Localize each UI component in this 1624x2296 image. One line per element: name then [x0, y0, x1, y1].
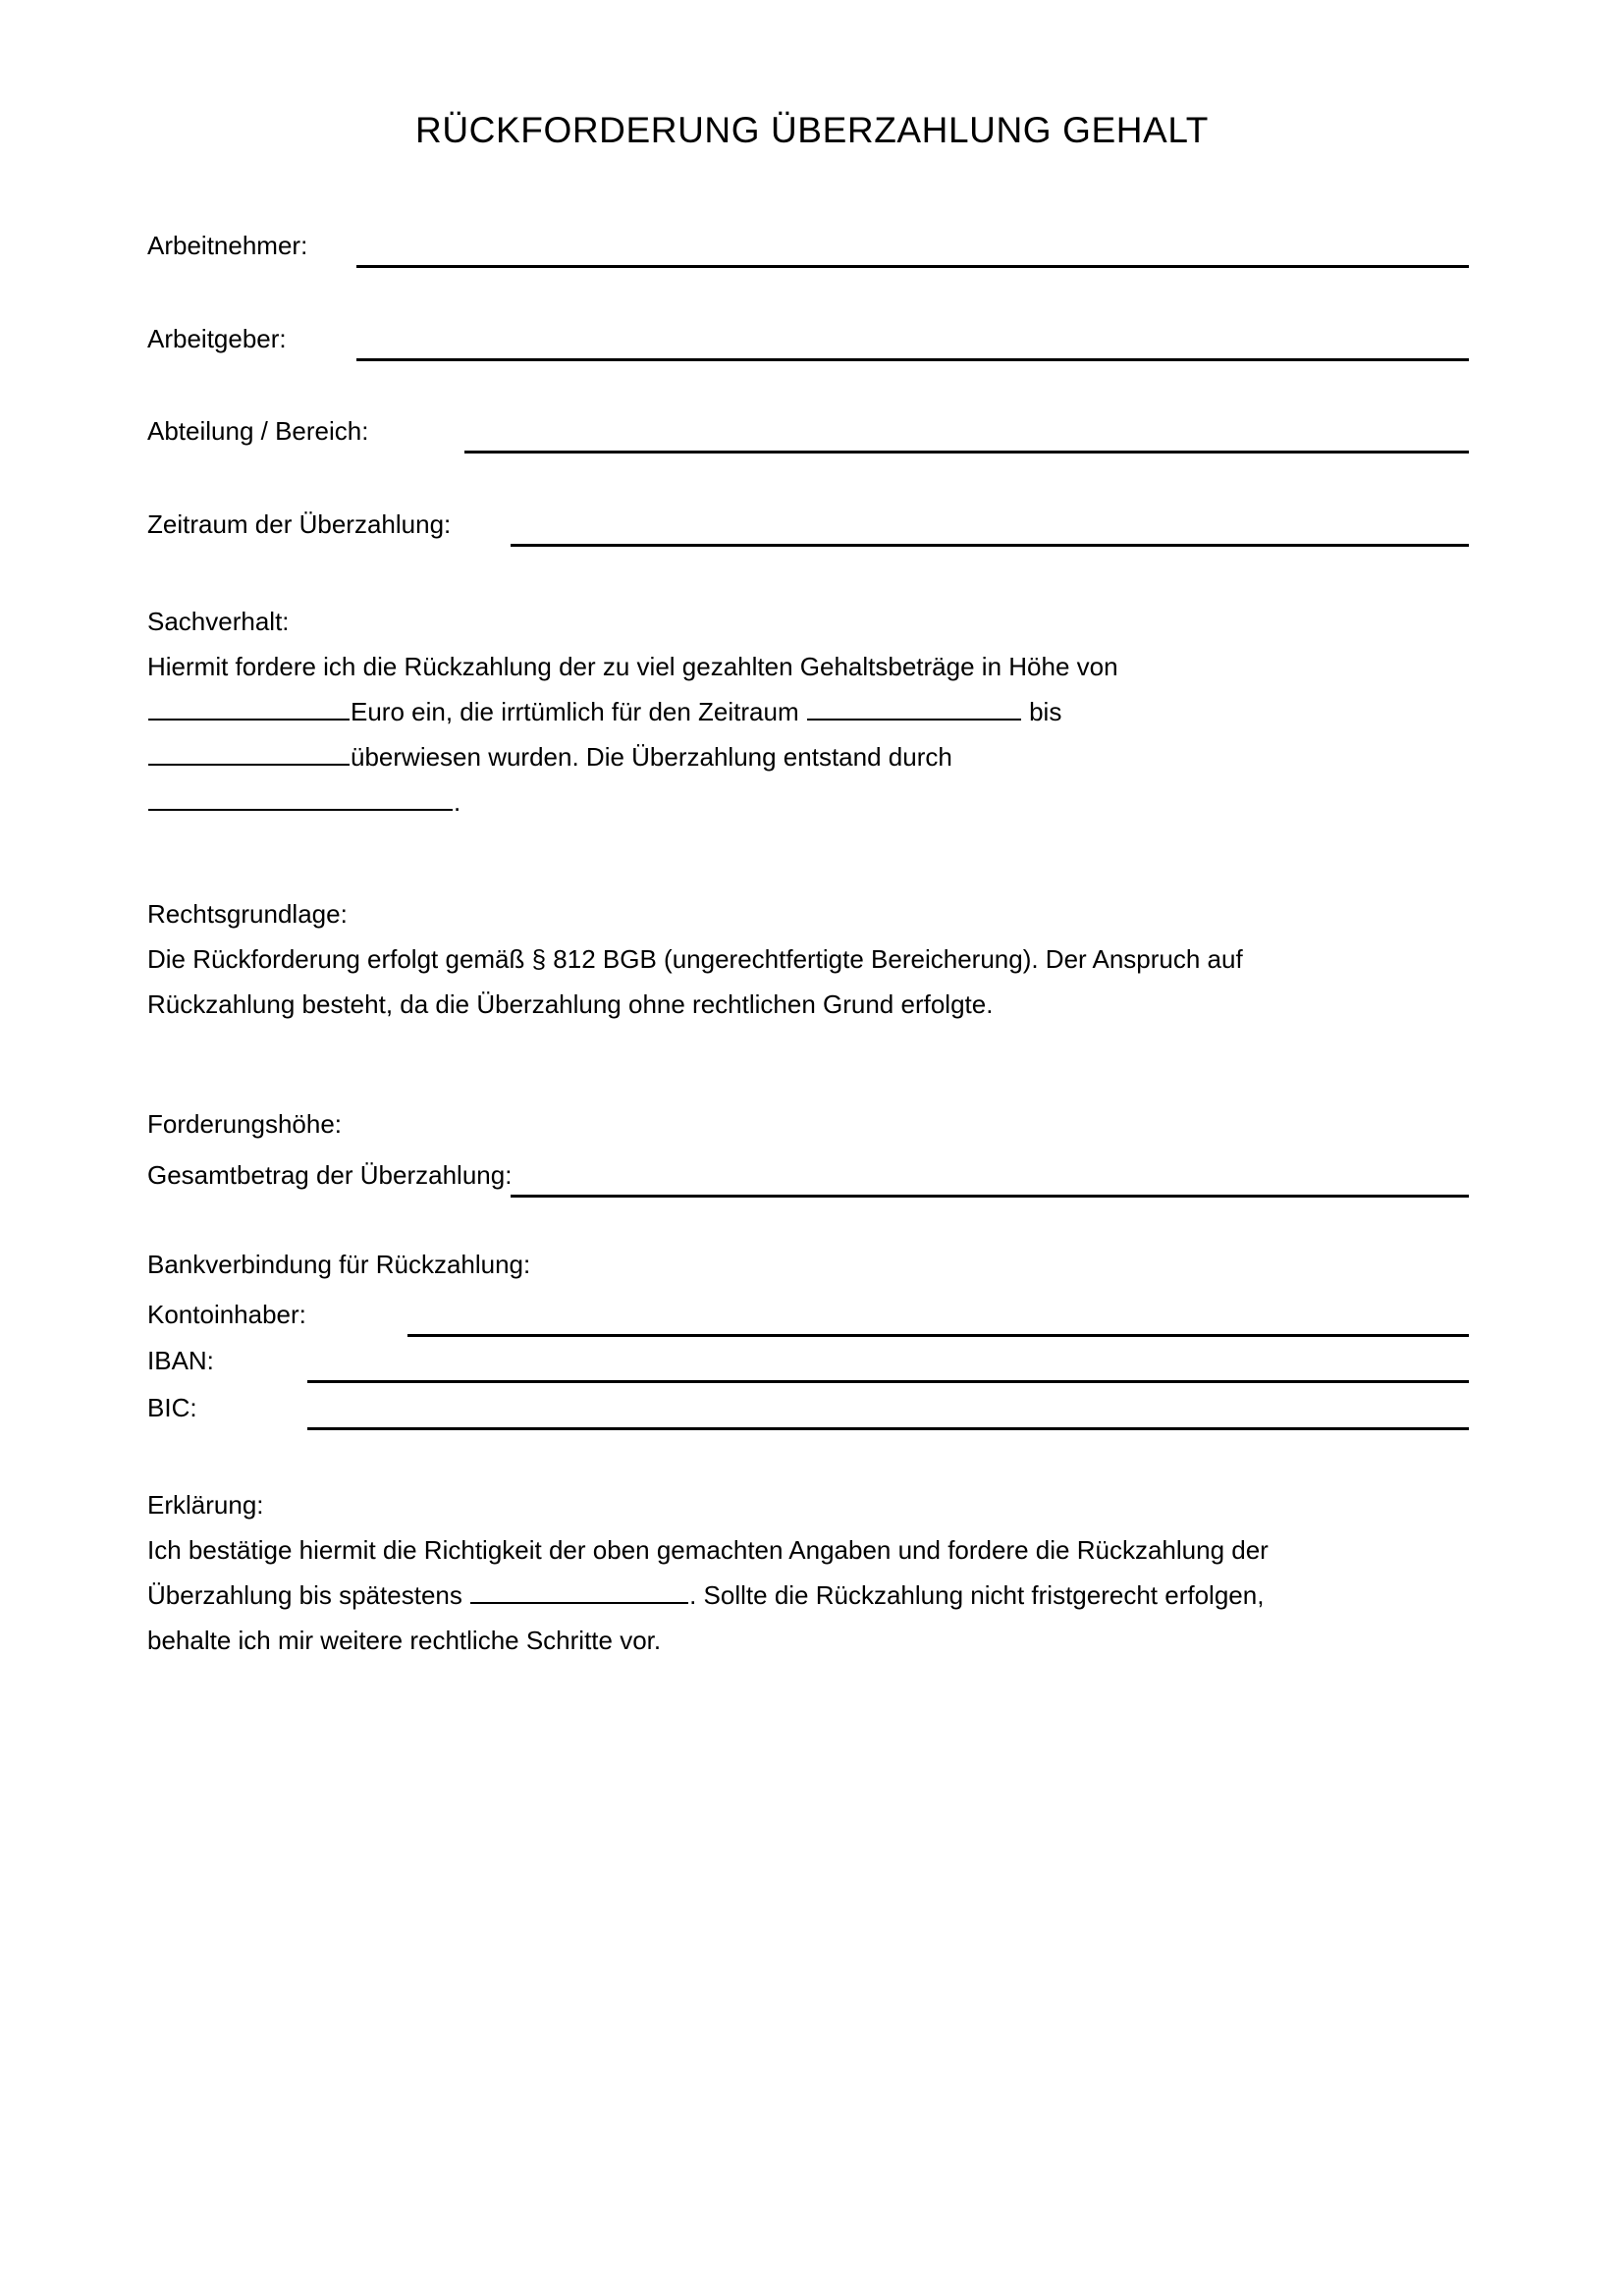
- rechtsgrundlage-heading: Rechtsgrundlage:: [147, 899, 348, 929]
- field-row-arbeitnehmer: [147, 229, 1483, 268]
- sachverhalt-heading: Sachverhalt:: [147, 607, 290, 636]
- field-row-gesamtbetrag: [147, 1158, 1483, 1198]
- sachverhalt-line-2-mid: Euro ein, die irrtümlich für den Zeitraum: [351, 697, 799, 726]
- section-bankverbindung: [147, 1242, 1453, 1287]
- zeitraum-input-line[interactable]: [511, 544, 1469, 547]
- section-sachverhalt: [147, 599, 1453, 825]
- arbeitnehmer-label: Arbeitnehmer:: [147, 231, 308, 260]
- iban-label: IBAN:: [147, 1346, 214, 1375]
- sachverhalt-line-4-end: .: [454, 787, 461, 817]
- sachverhalt-line-2-end: bis: [1029, 697, 1062, 726]
- section-forderungshoehe: [147, 1101, 1453, 1147]
- sachverhalt-line-4: [147, 779, 1453, 825]
- field-row-arbeitgeber: [147, 322, 1483, 361]
- bankverbindung-heading: Bankverbindung für Rückzahlung:: [147, 1250, 531, 1279]
- field-row-bic: [147, 1391, 1483, 1430]
- section-erklaerung: [147, 1482, 1492, 1663]
- erklaerung-line-2: [147, 1573, 1492, 1618]
- erklaerung-line-2-end: . Sollte die Rückzahlung nicht fristgerecht erfolgen,: [689, 1580, 1265, 1610]
- erklaerung-frist-blank[interactable]: [470, 1576, 688, 1604]
- sachverhalt-zeitraum-von-blank[interactable]: [807, 693, 1021, 721]
- arbeitnehmer-input-line[interactable]: [356, 265, 1469, 268]
- field-row-zeitraum: [147, 507, 1483, 547]
- sachverhalt-zeitraum-bis-blank[interactable]: [148, 738, 350, 766]
- sachverhalt-line-2: [147, 689, 1453, 734]
- sachverhalt-ursache-blank[interactable]: [148, 783, 453, 811]
- erklaerung-line-2-start: Überzahlung bis spätestens: [147, 1580, 462, 1610]
- field-row-abteilung: [147, 414, 1483, 454]
- kontoinhaber-label: Kontoinhaber:: [147, 1300, 306, 1329]
- kontoinhaber-input-line[interactable]: [407, 1334, 1469, 1337]
- sachverhalt-line-1: Hiermit fordere ich die Rückzahlung der zu viel gezahlten Gehaltsbeträge in Höhe von: [147, 652, 1118, 681]
- sachverhalt-line-3-mid: überwiesen wurden. Die Überzahlung entstand durch: [351, 742, 952, 772]
- arbeitgeber-label: Arbeitgeber:: [147, 324, 287, 353]
- sachverhalt-betrag-blank[interactable]: [148, 693, 350, 721]
- bic-label: BIC:: [147, 1393, 197, 1422]
- sachverhalt-line-3: [147, 734, 1453, 779]
- rechtsgrundlage-line-2: Rückzahlung besteht, da die Überzahlung ohne rechtlichen Grund erfolgte.: [147, 989, 994, 1019]
- iban-input-line[interactable]: [307, 1380, 1469, 1383]
- erklaerung-line-1: Ich bestätige hiermit die Richtigkeit der oben gemachten Angaben und fordere die Rückzahlung der: [147, 1535, 1269, 1565]
- forderungshoehe-heading: Forderungshöhe:: [147, 1109, 343, 1139]
- abteilung-label: Abteilung / Bereich:: [147, 416, 369, 446]
- rechtsgrundlage-line-1: Die Rückforderung erfolgt gemäß § 812 BGB (ungerechtfertigte Bereicherung). Der Anspruch auf: [147, 944, 1243, 974]
- section-rechtsgrundlage: [147, 891, 1453, 1027]
- field-row-iban: [147, 1344, 1483, 1383]
- gesamtbetrag-label: Gesamtbetrag der Überzahlung:: [147, 1160, 513, 1190]
- abteilung-input-line[interactable]: [464, 451, 1469, 454]
- erklaerung-heading: Erklärung:: [147, 1490, 264, 1520]
- bic-input-line[interactable]: [307, 1427, 1469, 1430]
- zeitraum-label: Zeitraum der Überzahlung:: [147, 509, 452, 539]
- erklaerung-line-3: behalte ich mir weitere rechtliche Schritte vor.: [147, 1626, 662, 1655]
- gesamtbetrag-input-line[interactable]: [511, 1195, 1469, 1198]
- page-title: RÜCKFORDERUNG ÜBERZAHLUNG GEHALT: [415, 110, 1209, 150]
- arbeitgeber-input-line[interactable]: [356, 358, 1469, 361]
- field-row-kontoinhaber: [147, 1298, 1483, 1337]
